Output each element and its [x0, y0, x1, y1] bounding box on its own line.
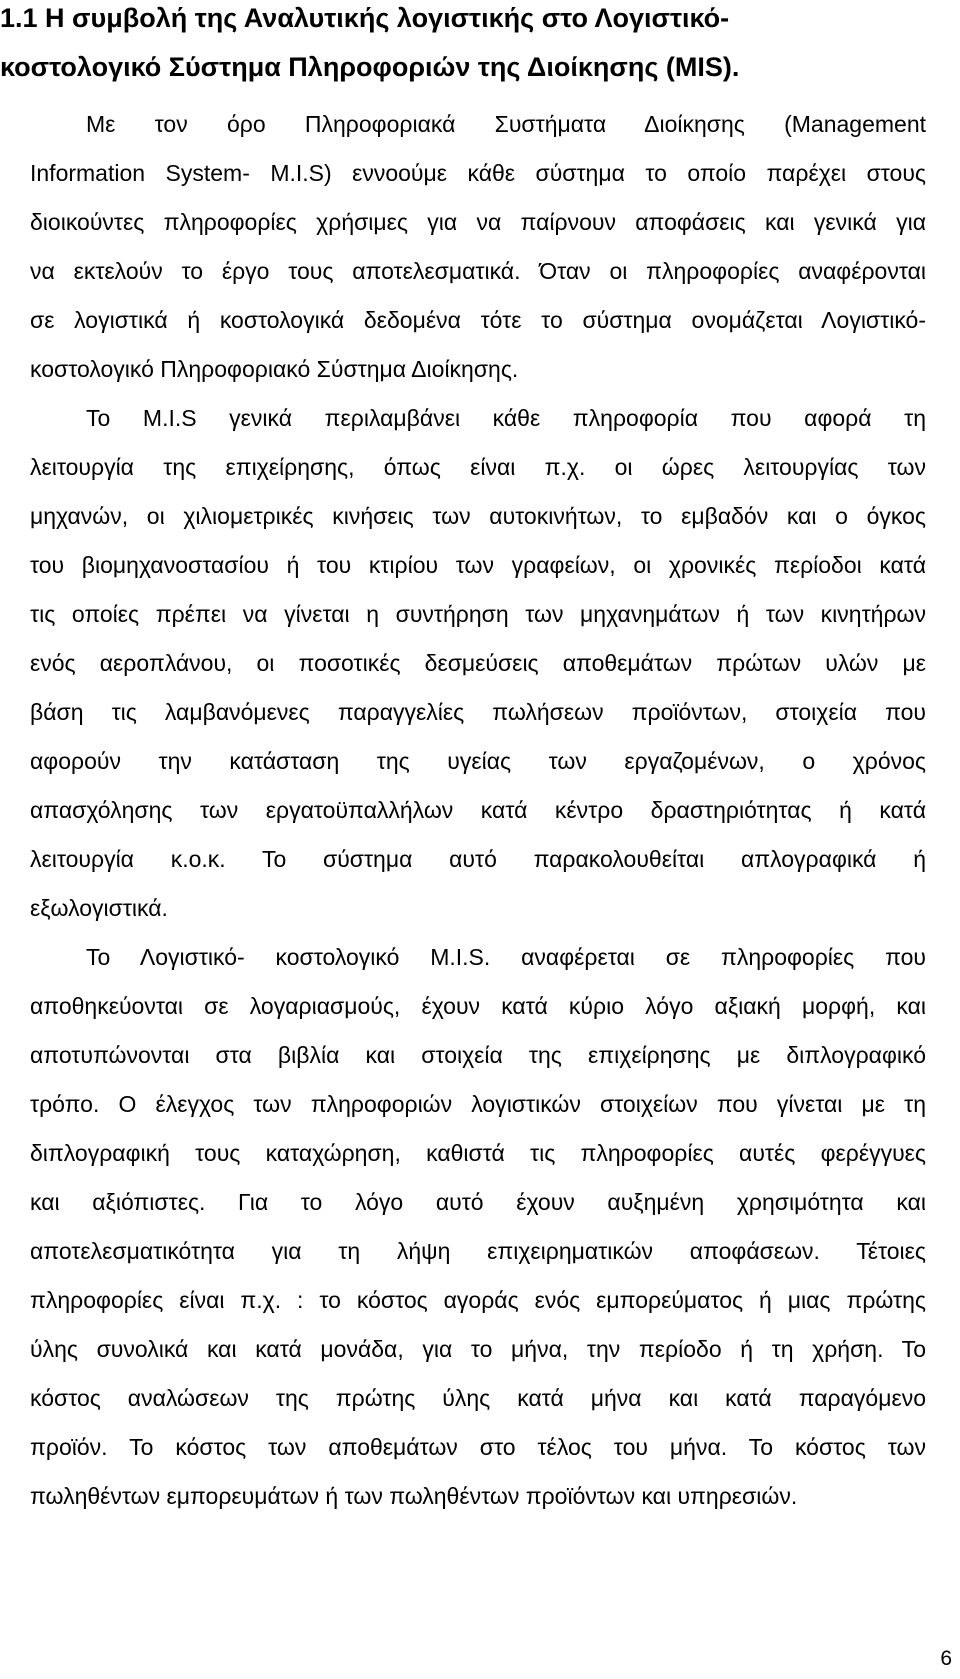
- paragraph-line: διπλογραφική τους καταχώρηση, καθιστά τις πληροφορίες αυτές φερέγγυες: [30, 1140, 926, 1166]
- paragraph-line: λειτουργία της επιχείρησης, όπως είναι π.χ. οι ώρες λειτουργίας των: [30, 454, 926, 480]
- paragraph-line: τρόπο. Ο έλεγχος των πληροφοριών λογιστικών στοιχείων που γίνεται με τη: [30, 1091, 926, 1117]
- paragraph-line: αποτυπώνονται στα βιβλία και στοιχεία της επιχείρησης με διπλογραφικό: [30, 1042, 926, 1068]
- section-heading: [0, 0, 940, 98]
- paragraph-line: ύλης συνολικά και κατά μονάδα, για το μήνα, την περίοδο ή τη χρήση. Το: [30, 1336, 926, 1362]
- paragraph-line: βάση τις λαμβανόμενες παραγγελίες πωλήσεων προϊόντων, στοιχεία που: [30, 699, 926, 725]
- paragraph-line: να εκτελούν το έργο τους αποτελεσματικά. Όταν οι πληροφορίες αναφέρονται: [30, 258, 926, 284]
- paragraph-line: απασχόλησης των εργατοϋπαλλήλων κατά κέντρο δραστηριότητας ή κατά: [30, 797, 926, 823]
- paragraph-line: πωληθέντων εμπορευμάτων ή των πωληθέντων προϊόντων και υπηρεσιών.: [30, 1483, 798, 1509]
- body-text: [30, 100, 926, 1521]
- paragraph-line: και αξιόπιστες. Για το λόγο αυτό έχουν αυξημένη χρησιμότητα και: [30, 1189, 926, 1215]
- paragraph-line: ενός αεροπλάνου, οι ποσοτικές δεσμεύσεις αποθεμάτων πρώτων υλών με: [30, 650, 926, 676]
- paragraph-line: κοστολογικό Πληροφοριακό Σύστημα Διοίκησης.: [30, 356, 519, 382]
- paragraph-line: λειτουργία κ.ο.κ. Το σύστημα αυτό παρακολουθείται απλογραφικά ή: [30, 846, 926, 872]
- paragraph-line: Το Λογιστικό- κοστολογικό M.I.S. αναφέρεται σε πληροφορίες που: [86, 944, 926, 970]
- paragraph-line: αποθηκεύονται σε λογαριασμούς, έχουν κατά κύριο λόγο αξιακή μορφή, και: [30, 993, 926, 1019]
- paragraph-line: διοικούντες πληροφορίες χρήσιμες για να παίρνουν αποφάσεις και γενικά για: [30, 209, 926, 235]
- paragraph-line: εξωλογιστικά.: [30, 895, 168, 921]
- paragraph-line: του βιομηχανοστασίου ή του κτιρίου των γραφείων, οι χρονικές περίοδοι κατά: [30, 552, 926, 578]
- paragraph-line: προϊόν. Το κόστος των αποθεμάτων στο τέλος του μήνα. Το κόστος των: [30, 1434, 926, 1460]
- paragraph-line: κόστος αναλώσεων της πρώτης ύλης κατά μήνα και κατά παραγόμενο: [30, 1385, 926, 1411]
- heading-line: κοστολογικό Σύστημα Πληροφοριών της Διοίκησης (MIS).: [0, 52, 740, 82]
- paragraph-line: αποτελεσματικότητα για τη λήψη επιχειρηματικών αποφάσεων. Τέτοιες: [30, 1238, 926, 1264]
- paragraph-line: σε λογιστικά ή κοστολογικά δεδομένα τότε το σύστημα ονομάζεται Λογιστικό-: [30, 307, 926, 333]
- paragraph-line: τις οποίες πρέπει να γίνεται η συντήρηση των μηχανημάτων ή των κινητήρων: [30, 601, 926, 627]
- page-number: 6: [940, 1647, 952, 1670]
- paragraph-line: Το M.I.S γενικά περιλαμβάνει κάθε πληροφορία που αφορά τη: [86, 405, 926, 431]
- heading-line: 1.1 Η συμβολή της Αναλυτικής λογιστικής στο Λογιστικό-: [0, 3, 730, 33]
- paragraph-line: πληροφορίες είναι π.χ. : το κόστος αγοράς ενός εμπορεύματος ή μιας πρώτης: [30, 1287, 926, 1313]
- paragraph-line: Information System- M.I.S) εννοούμε κάθε σύστημα το οποίο παρέχει στους: [30, 160, 926, 186]
- paragraph-line: Με τον όρο Πληροφοριακά Συστήματα Διοίκησης (Management: [86, 111, 926, 137]
- paragraph-line: αφορούν την κατάσταση της υγείας των εργαζομένων, ο χρόνος: [30, 748, 926, 774]
- paragraph-line: μηχανών, οι χιλιομετρικές κινήσεις των αυτοκινήτων, το εμβαδόν και ο όγκος: [30, 503, 926, 529]
